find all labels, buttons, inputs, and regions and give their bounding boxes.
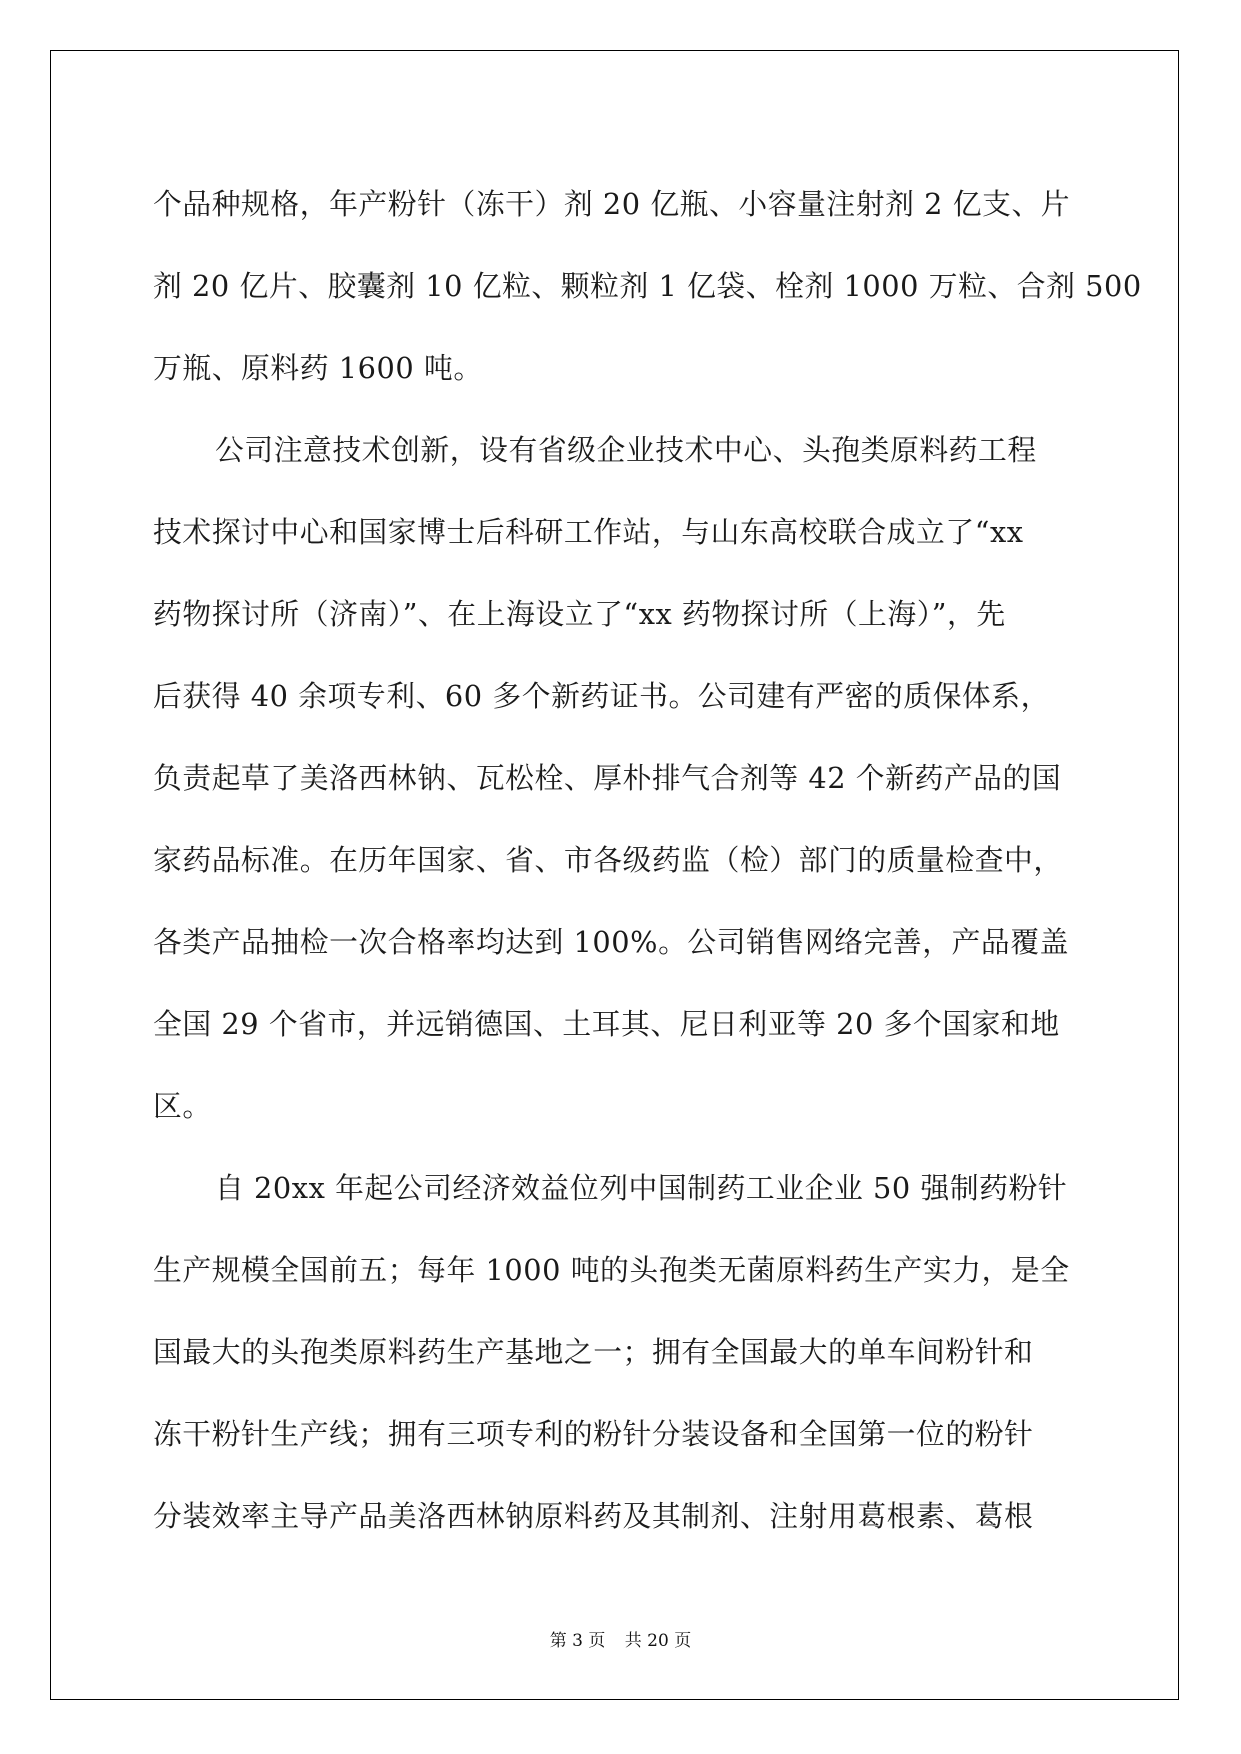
- text-line: 自 20xx 年起公司经济效益位列中国制药工业企业 50 强制药粉针: [215, 1171, 1068, 1205]
- text-line: 负责起草了美洛西林钠、瓦松栓、厚朴排气合剂等 42 个新药产品的国: [153, 761, 1062, 795]
- text-line: 生产规模全国前五；每年 1000 吨的头孢类无菌原料药生产实力，是全: [153, 1253, 1070, 1287]
- document-body: [153, 163, 1142, 1557]
- page-total: 共 20 页: [624, 1631, 692, 1651]
- text-line: 国最大的头孢类原料药生产基地之一；拥有全国最大的单车间粉针和: [153, 1335, 1034, 1369]
- text-line: 分装效率主导产品美洛西林钠原料药及其制剂、注射用葛根素、葛根: [153, 1499, 1034, 1533]
- page-number: 第 3 页: [549, 1631, 606, 1651]
- text-line: 公司注意技术创新，设有省级企业技术中心、头孢类原料药工程: [215, 433, 1037, 467]
- text-line: 药物探讨所（济南）”、在上海设立了“xx 药物探讨所（上海）”，先: [153, 597, 1006, 631]
- text-line: 万瓶、原料药 1600 吨。: [153, 351, 483, 385]
- text-line: 家药品标准。在历年国家、省、市各级药监（检）部门的质量检查中，: [153, 843, 1063, 877]
- text-line: 后获得 40 余项专利、60 多个新药证书。公司建有严密的质保体系，: [153, 679, 1050, 713]
- text-line: 个品种规格，年产粉针（冻干）剂 20 亿瓶、小容量注射剂 2 亿支、片: [153, 187, 1071, 221]
- text-line: 各类产品抽检一次合格率均达到 100%。公司销售网络完善，产品覆盖: [153, 925, 1069, 959]
- text-line: 全国 29 个省市，并远销德国、土耳其、尼日利亚等 20 多个国家和地: [153, 1007, 1060, 1041]
- text-line: 技术探讨中心和国家博士后科研工作站，与山东高校联合成立了“xx: [153, 515, 1024, 549]
- text-line: 区。: [153, 1089, 212, 1123]
- text-line: 剂 20 亿片、胶囊剂 10 亿粒、颗粒剂 1 亿袋、栓剂 1000 万粒、合剂 500: [153, 269, 1142, 303]
- page-footer: [0, 1626, 1241, 1651]
- text-line: 冻干粉针生产线；拥有三项专利的粉针分装设备和全国第一位的粉针: [153, 1417, 1034, 1451]
